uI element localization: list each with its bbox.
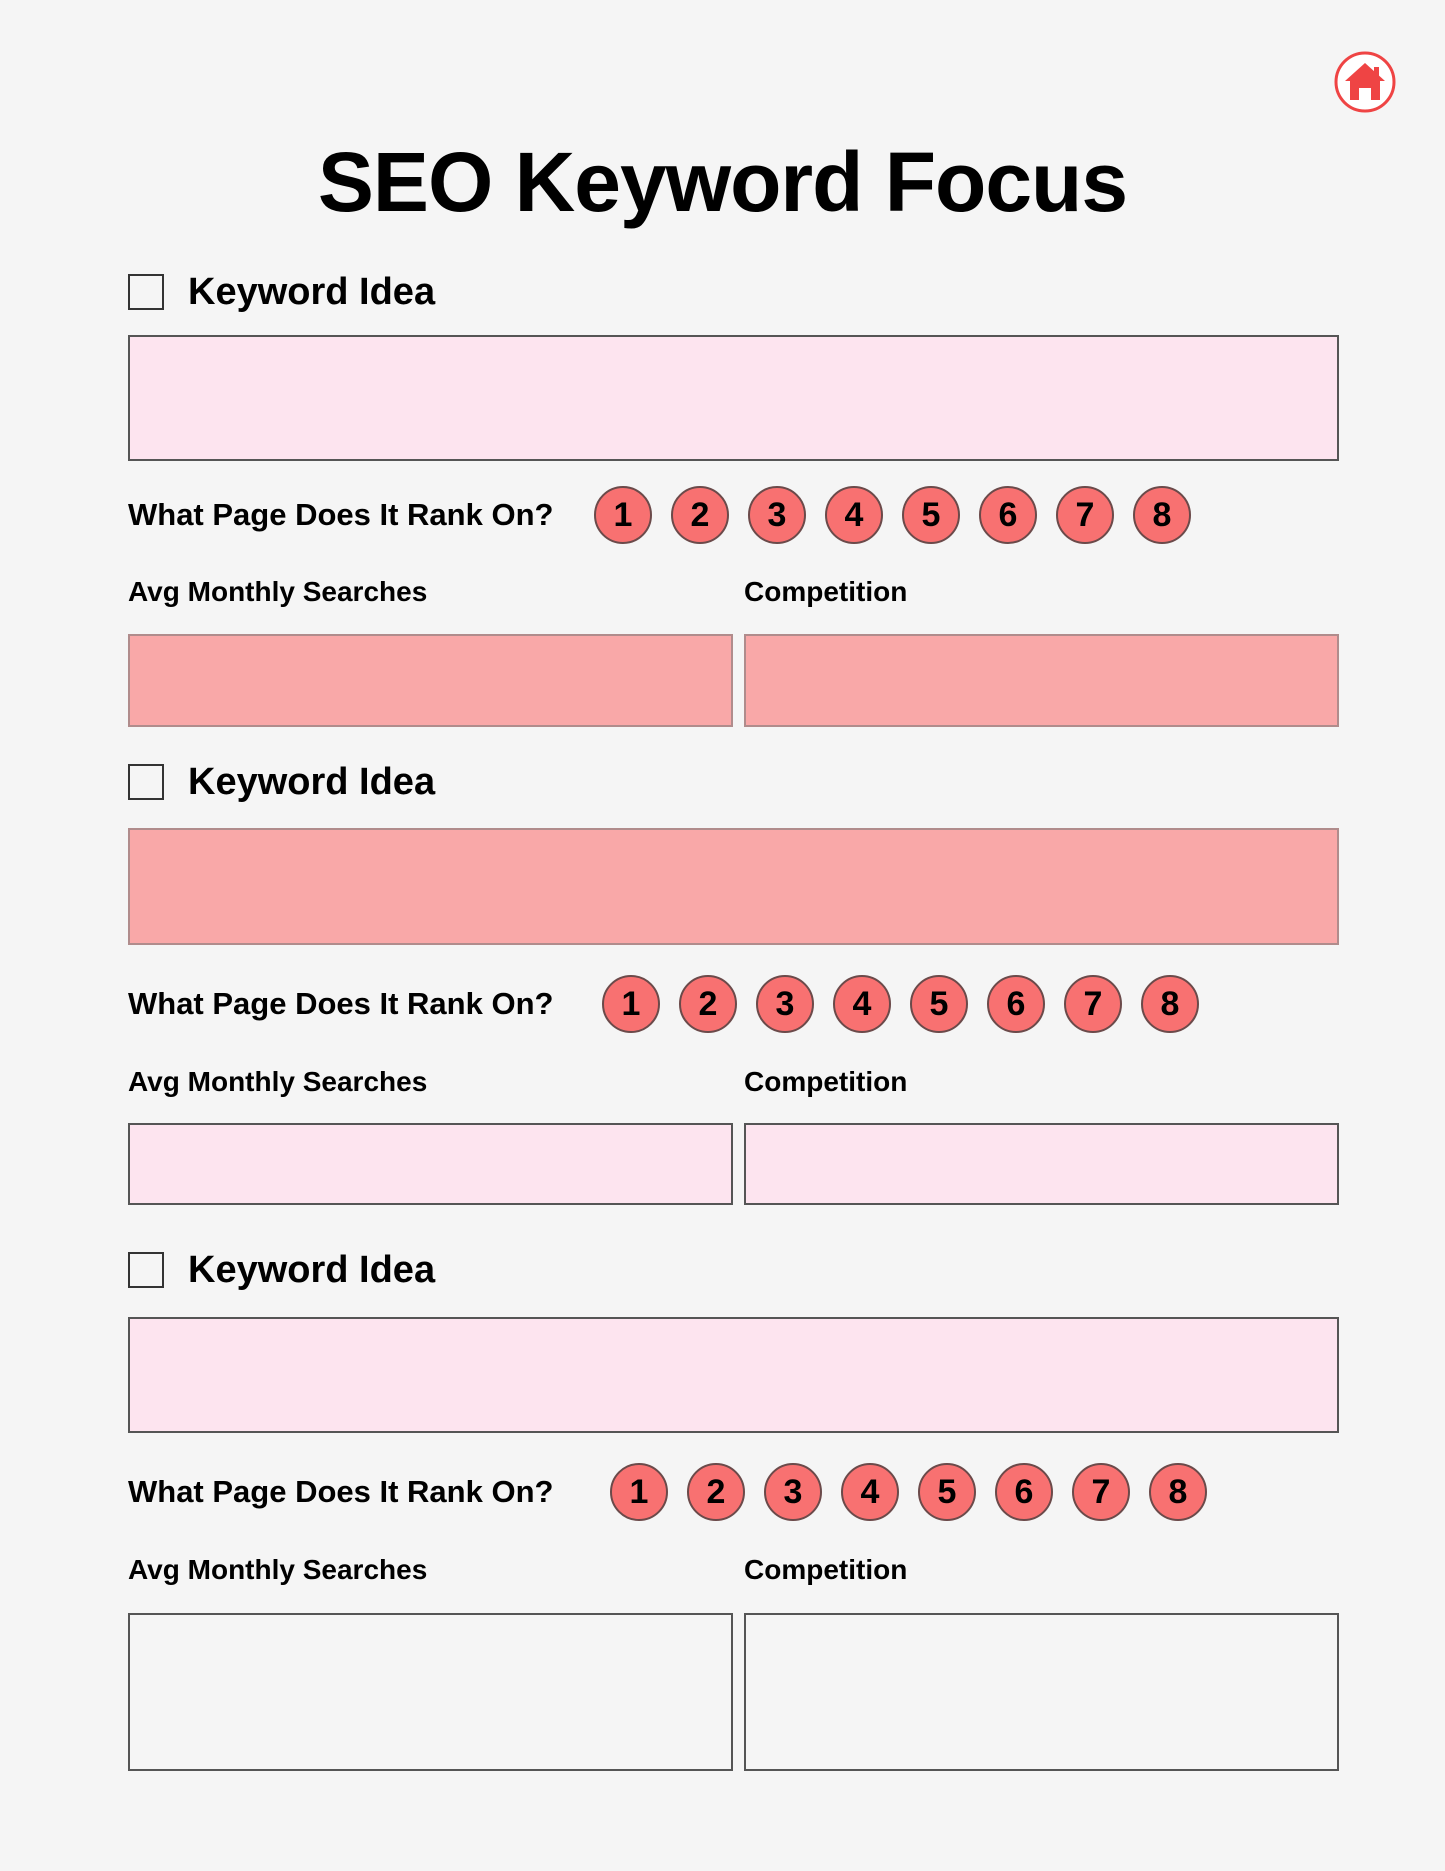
rank-row: [128, 1461, 1226, 1523]
keyword-input[interactable]: [128, 1317, 1339, 1433]
rank-label: What Page Does It Rank On?: [128, 497, 554, 532]
keyword-input[interactable]: [128, 828, 1339, 945]
rank-option-5[interactable]: 5: [902, 486, 960, 544]
competition-label: Competition: [744, 1554, 908, 1585]
keyword-input[interactable]: [128, 335, 1339, 461]
searches-label: Avg Monthly Searches: [128, 1554, 428, 1585]
home-button[interactable]: [1333, 50, 1397, 114]
rank-option-2[interactable]: 2: [671, 486, 729, 544]
keyword-header: [128, 272, 435, 312]
rank-options: [610, 1463, 1226, 1521]
rank-option-6[interactable]: 6: [995, 1463, 1053, 1521]
rank-option-7[interactable]: 7: [1072, 1463, 1130, 1521]
rank-option-4[interactable]: 4: [833, 975, 891, 1033]
rank-option-5[interactable]: 5: [910, 975, 968, 1033]
keyword-checkbox[interactable]: [128, 1252, 164, 1288]
searches-input[interactable]: [128, 634, 733, 727]
competition-label: Competition: [744, 1066, 908, 1097]
searches-label: Avg Monthly Searches: [128, 1066, 428, 1097]
rank-option-3[interactable]: 3: [748, 486, 806, 544]
competition-input[interactable]: [744, 634, 1339, 727]
rank-option-4[interactable]: 4: [825, 486, 883, 544]
keyword-checkbox[interactable]: [128, 274, 164, 310]
keyword-label: Keyword Idea: [188, 271, 436, 313]
rank-option-2[interactable]: 2: [679, 975, 737, 1033]
rank-option-7[interactable]: 7: [1056, 486, 1114, 544]
rank-option-1[interactable]: 1: [594, 486, 652, 544]
rank-option-4[interactable]: 4: [841, 1463, 899, 1521]
rank-option-8[interactable]: 8: [1149, 1463, 1207, 1521]
rank-option-8[interactable]: 8: [1141, 975, 1199, 1033]
competition-label: Competition: [744, 576, 908, 607]
rank-row: [128, 973, 1218, 1035]
rank-option-1[interactable]: 1: [610, 1463, 668, 1521]
page-title: SEO Keyword Focus: [317, 135, 1128, 229]
searches-input[interactable]: [128, 1613, 733, 1771]
rank-option-6[interactable]: 6: [979, 486, 1037, 544]
rank-option-3[interactable]: 3: [764, 1463, 822, 1521]
searches-input[interactable]: [128, 1123, 733, 1205]
keyword-label: Keyword Idea: [188, 1249, 436, 1291]
keyword-header: [128, 762, 435, 802]
rank-option-7[interactable]: 7: [1064, 975, 1122, 1033]
keyword-checkbox[interactable]: [128, 764, 164, 800]
rank-option-5[interactable]: 5: [918, 1463, 976, 1521]
rank-label: What Page Does It Rank On?: [128, 986, 554, 1021]
rank-option-2[interactable]: 2: [687, 1463, 745, 1521]
keyword-label: Keyword Idea: [188, 761, 436, 803]
rank-option-3[interactable]: 3: [756, 975, 814, 1033]
rank-option-1[interactable]: 1: [602, 975, 660, 1033]
rank-options: [594, 486, 1210, 544]
rank-label: What Page Does It Rank On?: [128, 1474, 554, 1509]
keyword-header: [128, 1250, 435, 1290]
rank-row: [128, 484, 1210, 546]
rank-option-8[interactable]: 8: [1133, 486, 1191, 544]
competition-input[interactable]: [744, 1123, 1339, 1205]
competition-input[interactable]: [744, 1613, 1339, 1771]
searches-label: Avg Monthly Searches: [128, 576, 428, 607]
home-icon: [1333, 50, 1397, 114]
rank-option-6[interactable]: 6: [987, 975, 1045, 1033]
rank-options: [602, 975, 1218, 1033]
